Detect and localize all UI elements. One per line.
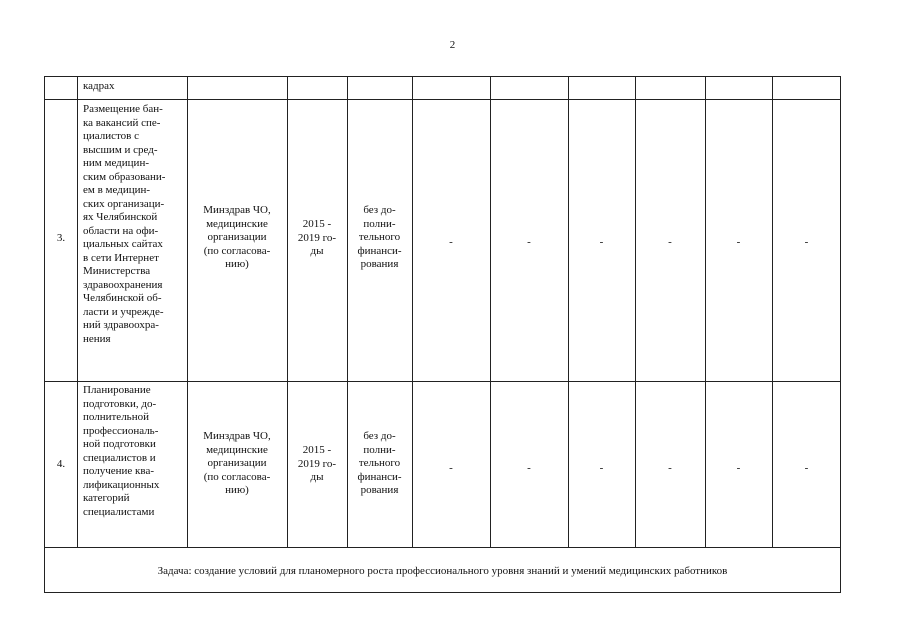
row-value: - [668,462,672,474]
row-description: кадрах [83,80,115,92]
column-divider [412,77,413,547]
row-number: 4. [56,458,66,470]
row-funding: без до- полни- тельного финанси- рования [357,204,402,270]
column-divider [77,77,78,547]
row-responsible: Минздрав ЧО, медицинские организации (по согласова- нию) [203,430,271,496]
row-value: - [527,462,531,474]
column-divider [490,77,491,547]
row-value: - [449,462,453,474]
column-divider [772,77,773,547]
row-divider [45,381,840,382]
row-value: - [599,236,604,248]
row-divider [45,547,840,548]
task-statement: Задача: создание условий для планомерного роста профессионального уровня знаний и умений медицинских работников [157,565,728,577]
row-number: 3. [56,232,66,244]
row-value: - [527,236,531,248]
column-divider [568,77,569,547]
row-value: - [736,236,741,248]
row-period: 2015 - 2019 го- ды [297,444,337,483]
row-value: - [736,462,741,474]
row-funding: без до- полни- тельного финанси- рования [357,430,402,496]
column-divider [705,77,706,547]
column-divider [635,77,636,547]
row-value: - [804,236,809,248]
row-value: - [668,236,672,248]
row-period: 2015 - 2019 го- ды [297,218,337,257]
row-responsible: Минздрав ЧО, медицинские организации (по согласова- нию) [203,204,271,270]
row-value: - [449,236,453,248]
measures-table [44,76,841,593]
row-description: Планирование подготовки, до- полнительной профессиональ- ной подготовки специалистов и получение ква- лификационных категорий специалистами [83,384,160,518]
row-divider [45,99,840,100]
row-value: - [599,462,604,474]
row-description: Размещение бан- ка вакансий спе- циалистов с высшим и сред- ним медицин- ским образовани- ем в медицин- ских организаци- ях Челябинской области на офи- циальных сайтах в сети Интернет Министерства здравоохранения Челябинской об- ласти и учрежде- ний здравоохра- нения [83,103,166,345]
row-value: - [804,462,809,474]
page-number: 2 [449,39,456,51]
